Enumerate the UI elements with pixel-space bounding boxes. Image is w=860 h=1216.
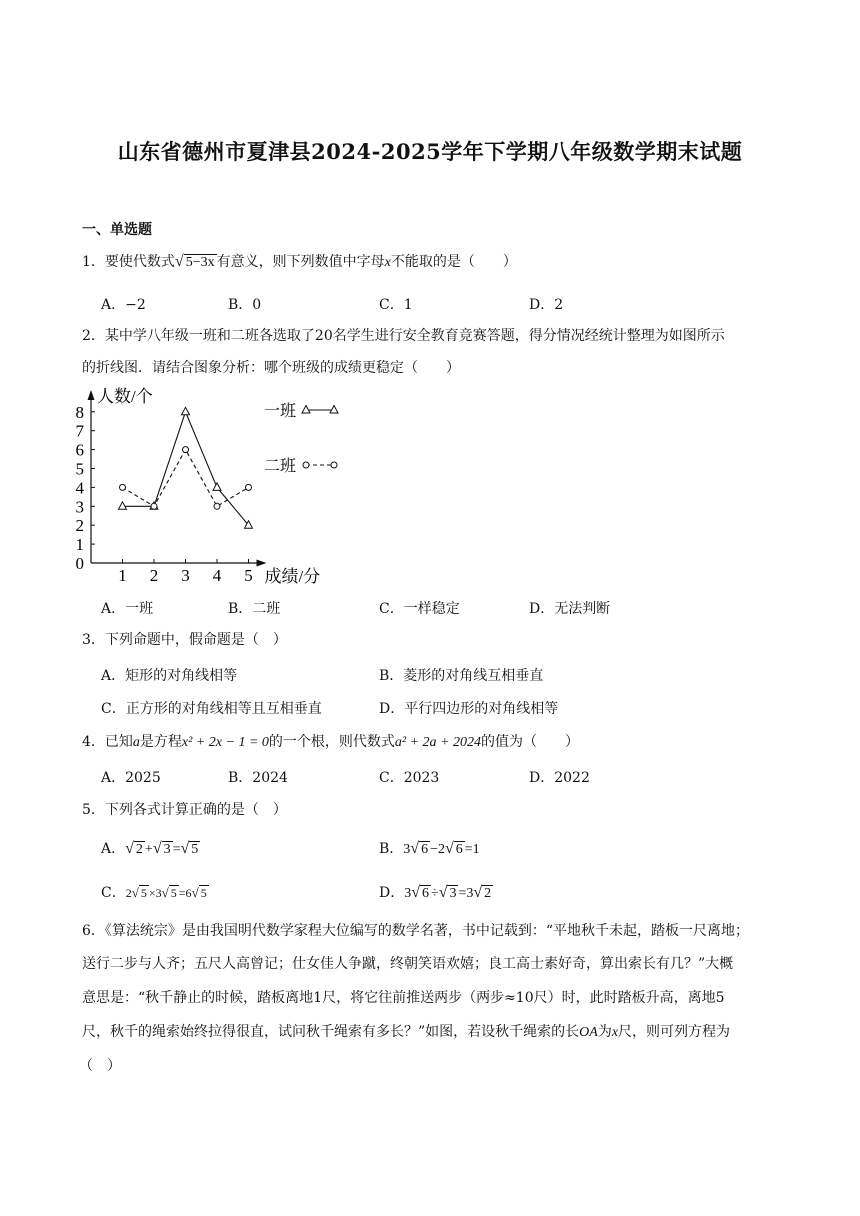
x-tick-label: 2 (149, 566, 159, 585)
series-line-2 (123, 450, 249, 507)
operator: =3 (458, 886, 474, 901)
sqrt-sign: √ (125, 840, 134, 857)
x-tick-label: 5 (244, 566, 253, 585)
legend-marker-2 (303, 462, 309, 468)
y-tick-label: 5 (75, 459, 84, 479)
series-2-point (183, 447, 189, 453)
legend-marker-2 (331, 462, 337, 468)
series-2-point (120, 484, 126, 490)
q1-option-c[interactable]: C．1 (379, 297, 413, 313)
radicand: 5 (170, 886, 177, 900)
series-1-point (119, 502, 127, 510)
operator: ×3 (148, 886, 162, 900)
q5-c-label: C． (101, 885, 126, 901)
radicand: 3 (163, 842, 171, 857)
legend-label-1: 一班 (264, 403, 297, 420)
q6-line4c: 尺，则可列方程为 (618, 1024, 731, 1040)
y-tick-label: 1 (75, 535, 84, 555)
y-axis-label: 人数/个 (97, 387, 153, 406)
x-tick-label: 1 (118, 566, 127, 585)
q6-line4b: 为 (597, 1024, 612, 1040)
y-tick-label: 8 (75, 402, 84, 422)
sqrt-sign: √ (131, 885, 139, 900)
q4-expression: a² + 2a + 2024 (394, 735, 481, 750)
series-1-point (182, 407, 190, 415)
coefficient: 2 (125, 886, 132, 900)
page-title: 山东省德州市夏津县2024-2025学年下学期八年级数学期末试题 (117, 139, 743, 164)
legend-marker-1 (302, 406, 310, 414)
q4-option-a[interactable]: A．2025 (101, 770, 161, 786)
radicand: 5 (200, 886, 207, 900)
sqrt-sign: √ (473, 884, 483, 901)
sqrt-sign: √ (180, 840, 190, 857)
q4-a: a (132, 735, 140, 750)
q1-suffix2: 不能取的是（ ） (390, 254, 517, 270)
coefficient: 3 (404, 886, 412, 901)
radicand: 3 (449, 886, 457, 901)
q5-option-b[interactable] (379, 838, 480, 858)
y-tick-label: 4 (75, 478, 84, 498)
sqrt-sign: √ (444, 840, 454, 857)
radicand: 2 (135, 842, 143, 857)
q2-option-b[interactable]: B．二班 (228, 601, 281, 617)
q1-suffix: 有意义，则下列数值中字母 (216, 254, 385, 270)
y-axis-arrow (88, 390, 95, 400)
q2-option-d[interactable]: D．无法判断 (529, 601, 611, 617)
y-tick-label: 3 (75, 497, 84, 517)
q6-line4a: 尺，秋千的绳索始终拉得很直，试问秋千绳索有多长？”如图，若设秋千绳索的长 (82, 1024, 580, 1040)
q4-p3: 的一个根，则代数式 (268, 734, 395, 750)
x-tick-label: 4 (212, 566, 222, 585)
q1-option-a[interactable]: A．−2 (101, 297, 146, 313)
series-2-point (246, 484, 252, 490)
question-3-stem: 3．下列命题中，假命题是（ ） (82, 632, 287, 648)
q4-p4: 的值为（ ） (480, 734, 579, 750)
q3-option-a[interactable]: A．矩形的对角线相等 (101, 668, 238, 684)
q4-equation: x² + 2x − 1 = 0 (181, 735, 269, 750)
question-2-line1: 2．某中学八年级一班和二班各选取了20名学生进行安全教育竞赛答题，得分情况经统计整理为如图所示 (82, 328, 725, 344)
q4-p2: 是方程 (139, 734, 182, 750)
y-tick-label: 2 (75, 516, 84, 536)
sqrt-sign: √ (161, 885, 169, 900)
legend-label-2: 二班 (264, 458, 297, 475)
radicand: 5 (191, 842, 199, 857)
radicand: 2 (484, 886, 492, 901)
question-4-stem (82, 732, 579, 753)
operator: + (144, 842, 153, 857)
q3-option-d[interactable]: D．平行四边形的对角线相等 (379, 701, 559, 717)
legend-marker-1 (330, 406, 338, 414)
q5-option-c[interactable] (101, 882, 209, 902)
q2-option-a[interactable]: A．一班 (101, 601, 154, 617)
question-6-line4 (82, 1022, 730, 1043)
series-2-point (214, 503, 220, 509)
sqrt-sign: √ (191, 885, 199, 900)
question-1-stem (82, 252, 517, 273)
operator: −2 (430, 842, 445, 857)
q4-option-c[interactable]: C．2023 (379, 770, 440, 786)
series-line-1 (123, 412, 249, 525)
q4-option-b[interactable]: B．2024 (228, 770, 288, 786)
operator: =6 (178, 886, 192, 900)
q1-var: x (384, 255, 391, 270)
q5-d-label: D． (379, 885, 405, 901)
q5-option-a[interactable] (101, 838, 200, 858)
line-chart (70, 384, 370, 590)
question-6-line5: （ ） (79, 1058, 121, 1074)
question-6-line1: 6．《算法统宗》是由我国明代数学家程大位编写的数学名著，书中记载到：“平地秋千未起，踏板一尺离地； (82, 923, 750, 939)
x-tick-label: 3 (181, 566, 190, 585)
radicand: 6 (422, 886, 430, 901)
q1-option-b[interactable]: B．0 (228, 297, 262, 313)
q5-b-label: B． (379, 841, 404, 857)
coefficient: 3 (403, 842, 411, 857)
radicand: 5 (140, 886, 147, 900)
y-tick-label: 7 (75, 421, 84, 441)
sqrt-sign: √ (438, 884, 448, 901)
radicand: 6 (455, 842, 463, 857)
operator: = (172, 842, 181, 857)
q3-option-b[interactable]: B．菱形的对角线互相垂直 (379, 668, 544, 684)
q1-option-d[interactable]: D．2 (529, 297, 564, 313)
sqrt-sign: √ (411, 884, 421, 901)
x-axis-label: 成绩/分 (264, 567, 321, 586)
q5-option-d[interactable] (379, 882, 493, 902)
q1-prefix: 1．要使代数式 (82, 254, 175, 270)
q6-oa: OA (579, 1025, 598, 1040)
y-tick-label: 6 (75, 440, 84, 460)
q1-radicand: 5−3x (185, 255, 215, 270)
sqrt-sign: √ (174, 253, 184, 270)
operator: ÷ (431, 886, 439, 901)
series-2-point (151, 503, 157, 509)
x-axis-arrow (257, 560, 267, 567)
q4-p1: 4．已知 (82, 734, 133, 750)
result: =1 (464, 842, 480, 857)
sqrt-sign: √ (152, 840, 162, 857)
section-heading: 一、单选题 (82, 222, 152, 238)
q5-a-label: A． (101, 841, 126, 857)
q4-option-d[interactable]: D．2022 (529, 770, 590, 786)
q6-x: x (611, 1025, 619, 1040)
question-2-line2: 的折线图．请结合图象分析：哪个班级的成绩更稳定（ ） (82, 360, 460, 376)
q3-option-c[interactable]: C．正方形的对角线相等且互相垂直 (101, 701, 322, 717)
question-6-line3: 意思是：“秋千静止的时候，踏板离地1尺，将它往前推送两步（两步≈10尺）时，此时踏板升高，离地5 (82, 990, 725, 1006)
sqrt-sign: √ (410, 840, 420, 857)
y-tick-label: 0 (75, 554, 84, 573)
question-6-line2: 送行二步与人齐；五尺人高曾记；仕女佳人争蹴，终朝笑语欢嬉；良工高士素好奇，算出索长有几？”大概 (82, 956, 734, 972)
q2-option-c[interactable]: C．一样稳定 (379, 601, 460, 617)
series-1-point (213, 483, 221, 491)
question-5-stem: 5．下列各式计算正确的是（ ） (82, 802, 287, 818)
radicand: 6 (421, 842, 429, 857)
